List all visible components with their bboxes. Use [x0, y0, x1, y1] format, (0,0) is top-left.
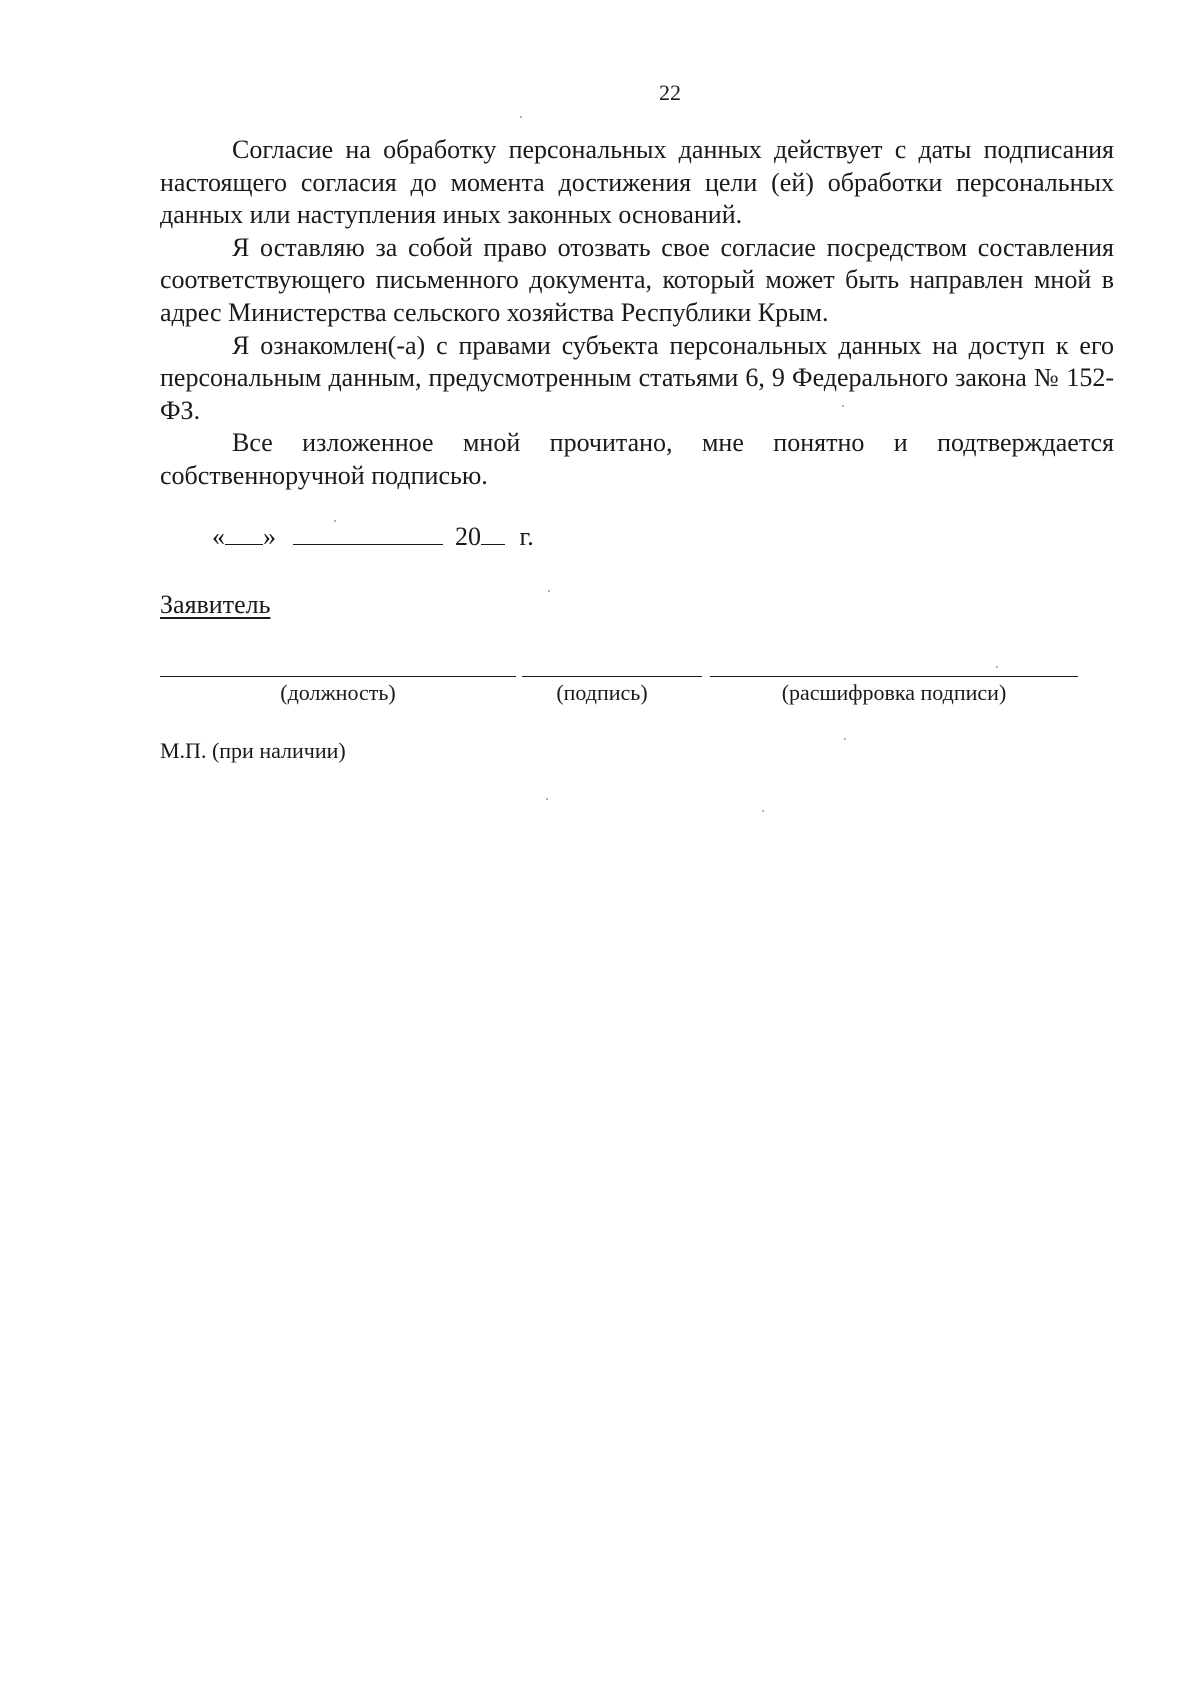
decoding-line: [710, 676, 1078, 677]
paragraph-withdrawal-right: Я оставляю за собой право отозвать свое согласие посредством составления соответствующего письменного документа, который может быть направлен мной в адрес Министерства сельского хозяйства Республики Крым.: [160, 232, 1114, 327]
position-caption: (должность): [280, 680, 396, 705]
position-line: [160, 676, 516, 677]
scan-speck: [844, 738, 846, 740]
date-line: [212, 522, 534, 552]
month-blank: [293, 522, 443, 545]
scan-speck: [762, 810, 764, 812]
day-blank: [225, 522, 263, 545]
paragraph-consent-validity: Согласие на обработку персональных данных действует с даты подписания настоящего согласия до момента достижения цели (ей) обработки персональных данных или наступления иных законных оснований.: [160, 135, 1114, 230]
scan-speck: [546, 798, 548, 800]
applicant-label: Заявитель: [160, 590, 271, 619]
year-prefix: 20: [455, 522, 481, 551]
scan-speck: [842, 405, 844, 407]
paragraph-rights-acknowledgement: Я ознакомлен(-а) с правами субъекта персональных данных на доступ к его персональным данным, предусмотренным статьями 6, 9 Федерального закона № 152-ФЗ.: [160, 330, 1114, 425]
year-blank: [481, 522, 505, 545]
page-number: 22: [659, 80, 681, 105]
scan-speck: [334, 520, 336, 522]
year-suffix: г.: [519, 522, 534, 551]
stamp-note: М.П. (при наличии): [160, 738, 346, 763]
signature-line: [522, 676, 702, 677]
scan-speck: [996, 666, 998, 668]
signature-caption: (подпись): [556, 680, 648, 705]
paragraph-confirmation: Все изложенное мной прочитано, мне понятно и подтверждается собственноручной подписью.: [160, 428, 1114, 490]
scan-speck: [548, 590, 550, 592]
date-open-quote: «: [212, 522, 225, 551]
decoding-caption: (расшифровка подписи): [781, 680, 1007, 705]
date-close-quote: »: [263, 522, 276, 551]
scan-speck: [520, 116, 522, 118]
consent-body: [160, 134, 1114, 493]
